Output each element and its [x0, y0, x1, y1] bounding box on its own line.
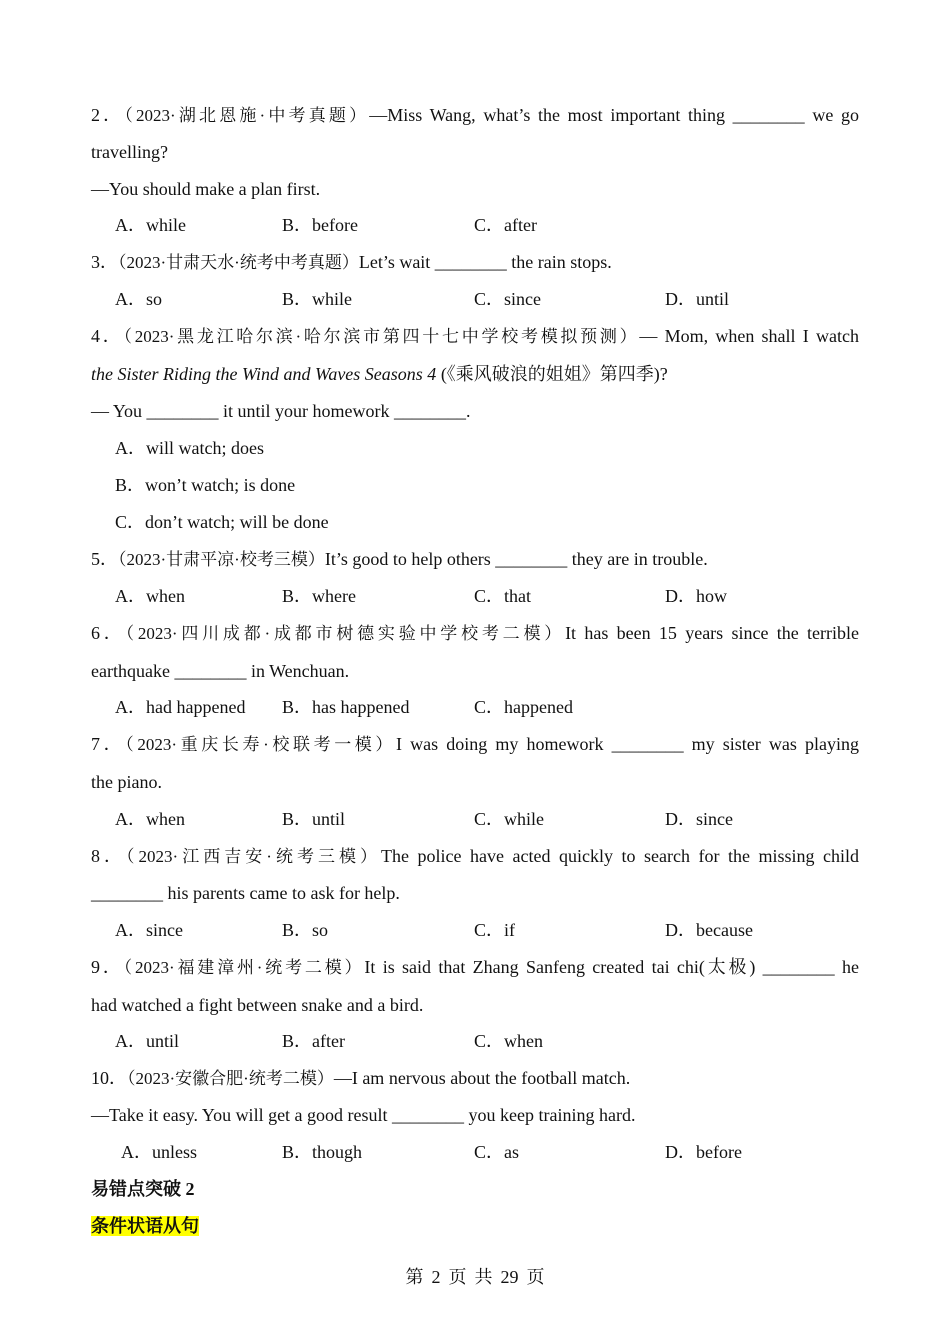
question-4-line-3: — You ________ it until your homework ________.	[91, 401, 471, 421]
option-a: A．since	[115, 920, 183, 940]
question-8-line-2: ________ his parents came to ask for help.	[91, 883, 400, 903]
option-d: D．until	[665, 289, 730, 309]
section-heading: 易错点突破 2	[91, 1179, 195, 1199]
option-b: B．before	[282, 215, 358, 235]
option-b: B．where	[282, 586, 356, 606]
option-a: A．while	[115, 215, 186, 235]
option-a: A．so	[115, 289, 163, 309]
question-7-line-1: 7．（2023·重庆长寿·校联考一模）I was doing my homework ________ my sister was playing	[91, 734, 860, 754]
option-c: C．since	[474, 289, 541, 309]
question-9-line-1: 9．（2023·福建漳州·统考二模）It is said that Zhang Sanfeng created tai chi(太极) ________ he	[91, 957, 859, 977]
option-c: C．that	[474, 586, 531, 606]
total-page-number: 29	[500, 1267, 519, 1287]
subsection-heading-row	[91, 1214, 859, 1238]
option-a: A．until	[115, 1031, 180, 1051]
question-3-line-1: 3．（2023·甘肃天水·统考中考真题）Let’s wait ________ the rain stops.	[91, 252, 612, 272]
option-a: A．when	[115, 809, 185, 829]
option-c: C．happened	[474, 697, 573, 717]
option-a: A．when	[115, 586, 185, 606]
question-2-line-2: travelling?	[91, 142, 168, 162]
option-b: B．so	[282, 920, 329, 940]
option-c: C．while	[474, 809, 544, 829]
option-d: D．how	[665, 586, 727, 606]
option-c: C．if	[474, 920, 516, 940]
option-b: B．though	[282, 1142, 363, 1162]
option-c: C．when	[474, 1031, 543, 1051]
question-2-line-1: 2．（2023·湖北恩施·中考真题）—Miss Wang, what’s the most important thing ________ we go	[91, 105, 860, 125]
question-10-line-2: —Take it easy. You will get a good result ________ you keep training hard.	[91, 1105, 636, 1125]
question-5-line-1: 5．（2023·甘肃平凉·校考三模）It’s good to help others ________ they are in trouble.	[91, 549, 708, 569]
option-d: D．before	[665, 1142, 742, 1162]
option-a: A．unless	[121, 1142, 197, 1162]
question-7-line-2: the piano.	[91, 772, 162, 792]
option-a: A．had happened	[115, 697, 246, 717]
question-4-line-1: 4．（2023·黑龙江哈尔滨·哈尔滨市第四十七中学校考模拟预测）— Mom, when shall I watch	[91, 326, 859, 346]
option-d: D．because	[665, 920, 753, 940]
option-d: D．since	[665, 809, 733, 829]
question-9-line-2: had watched a fight between snake and a bird.	[91, 995, 424, 1015]
question-8-line-1: 8．（2023·江西吉安·统考三模）The police have acted quickly to search for the missing child	[91, 846, 859, 866]
question-10-line-1: 10．（2023·安徽合肥·统考二模）—I am nervous about the football match.	[91, 1068, 631, 1088]
question-6-line-1: 6．（2023·四川成都·成都市树德实验中学校考二模）It has been 15 years since the terrible	[91, 623, 860, 643]
question-4-line-2: the Sister Riding the Wind and Waves Seasons 4 (《乘风破浪的姐姐》第四季)?	[91, 364, 668, 384]
option-b: B．while	[282, 289, 352, 309]
subsection-heading: 条件状语从句	[91, 1216, 199, 1236]
question-6-line-2: earthquake ________ in Wenchuan.	[91, 661, 350, 681]
option-c: C．as	[474, 1142, 519, 1162]
option-b: B．until	[282, 809, 346, 829]
document-page: 2．（2023·湖北恩施·中考真题）—Miss Wang, what’s the most important thing ________ we go travelling? —You should make a plan first. A．while B．before C．after 3．（2023·甘肃天水·统考中考真题）Let’s wait ________ the rain stops. A．so B．while C．since D．until 4．（2023·黑龙江哈尔滨·哈尔滨市第四十七中学校考模拟预测）— Mom, when shall I watch the Sister Riding the Wind and Waves Seasons 4 (《乘风破浪的姐姐》第四季)? — You ________ it until your homework ________. A．will watch; does B．won’t watch; is done C．don’t watch; will be done 5．（2023·甘肃平凉·校考三模）It’s good to help others ________ they are in trouble. A．when B．where C．that D．how 6．（2023·四川成都·成都市树德实验中学校考二模）It has been 15 years since the terrible earthquake ________ in Wenchuan. A．had happened B．has happened C．happened 7．（2023·重庆长寿·校联考一模）I was doing my homework ________ my sister was playing the piano. A．when B．until C．while D．since 8．（2023·江西吉安·统考三模）The police have acted quickly to search for the missing child ________ his parents came to ask for help. A．since B．so C．if D．because 9．（2023·福建漳州·统考二模）It is said that Zhang Sanfeng created tai chi(太极) ________ he had watched a fight between snake and a bird. A．until B．after C．when 10．（2023·安徽合肥·统考二模）—I am nervous about the football match. —Take it easy. You will get a good result ________ you keep training hard. A．unless B．though C．as D．before 易错点突破 2 条件状语从句 第 2 页 共 29 页	[0, 0, 950, 1344]
current-page-number: 2	[431, 1267, 441, 1287]
option-c: C．after	[474, 215, 537, 235]
question-2-line-3: —You should make a plan first.	[91, 179, 321, 199]
page-footer: 第 2 页 共 29 页	[405, 1267, 545, 1287]
option-b: B．has happened	[282, 697, 410, 717]
option-b: B．after	[282, 1031, 345, 1051]
